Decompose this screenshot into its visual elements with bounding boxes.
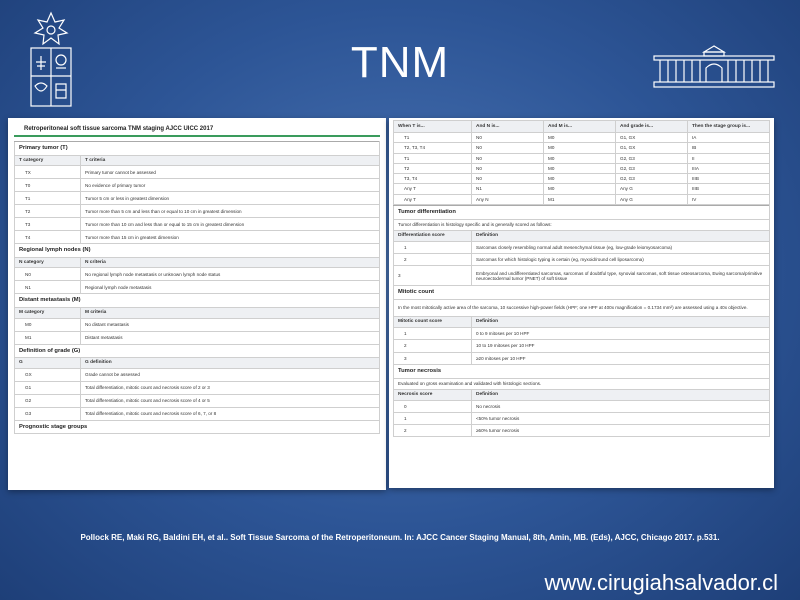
grading-details-table	[393, 205, 770, 437]
table-row: 1 <50% tumor necrosis	[394, 412, 770, 424]
table-row: T3, T4 N0 M0 G2, G3 IIIB	[394, 174, 770, 184]
table-row: T0 No evidence of primary tumor	[15, 179, 380, 192]
section-regional-lymph-nodes: Regional lymph nodes (N)	[15, 244, 380, 258]
section-note: Evaluated on gross examination and validated with histologic sections.	[394, 378, 770, 389]
table-header-row: N category N criteria	[15, 257, 380, 268]
table-row: G3 Total differentiation, mitotic count and necrosis score of 6, 7, or 8	[15, 407, 380, 420]
table-row: 1 Sarcomas closely resembling normal adult mesenchymal tissue (eg, low-grade leiomyosarcoma)	[394, 241, 770, 253]
reference-citation: Pollock RE, Maki RG, Baldini EH, et al.. Soft Tissue Sarcoma of the Retroperitoneum. In: AJCC Cancer Staging Manual, 8th, Amin, MB. (Eds), AJCC, Chicago 2017. p.531.	[80, 533, 720, 542]
table-header-row: G G definition	[15, 358, 380, 369]
table-row: Any T N1 M0 Any G IIIB	[394, 184, 770, 194]
table-row: T2 Tumor more than 5 cm and less than or equal to 10 cm in greatest dimension	[15, 205, 380, 218]
stage-group-table	[393, 120, 770, 205]
section-tumor-necrosis: Tumor necrosis	[394, 364, 770, 378]
table-row: 0 No necrosis	[394, 400, 770, 412]
table-header-row: When T is... And N is... And M is... And grade is... Then the stage group is...	[394, 121, 770, 133]
section-prognostic-stage-groups: Prognostic stage groups	[15, 420, 380, 434]
table-row: G2 Total differentiation, mitotic count and necrosis score of 4 or 5	[15, 394, 380, 407]
table-row: M0 No distant metastasis	[15, 318, 380, 331]
table-row: T4 Tumor more than 15 cm in greatest dimension	[15, 231, 380, 244]
section-primary-tumor: Primary tumor (T)	[15, 142, 380, 156]
section-note: Tumor differentiation is histology specific and is generally scored as follows:	[394, 219, 770, 230]
section-distant-metastasis: Distant metastasis (M)	[15, 294, 380, 308]
table-row: 2 Sarcomas for which histologic typing is certain (eg, myxoid/round cell liposarcoma)	[394, 254, 770, 266]
table-row: T2, T3, T4 N0 M0 G1, GX IB	[394, 143, 770, 153]
stage-grouping-table-panel	[389, 118, 774, 488]
table-row: N0 No regional lymph node metastasis or unknown lymph node status	[15, 268, 380, 281]
table-row: T2 N0 M0 G2, G3 IIIA	[394, 163, 770, 173]
tnm-definitions-table	[14, 141, 380, 434]
table-header-row: Necrosis score Definition	[394, 389, 770, 400]
table-header-row: T category T criteria	[15, 155, 380, 166]
table-row: T1 Tumor 5 cm or less in greatest dimension	[15, 192, 380, 205]
table-row: 2 10 to 19 mitoses per 10 HPF	[394, 340, 770, 352]
table-row: G1 Total differentiation, mitotic count and necrosis score of 2 or 3	[15, 381, 380, 394]
slide-title: TNM	[350, 38, 450, 87]
section-mitotic-count: Mitotic count	[394, 286, 770, 300]
tnm-staging-table-panel	[8, 118, 386, 490]
table-title: Retroperitoneal soft tissue sarcoma TNM staging AJCC UICC 2017	[14, 118, 380, 137]
table-row: GX Grade cannot be assessed	[15, 368, 380, 381]
website-url: www.cirugiahsalvador.cl	[544, 570, 778, 595]
section-definition-of-grade: Definition of grade (G)	[15, 344, 380, 358]
table-row: T3 Tumor more than 10 cm and less than or equal to 15 cm in greatest dimension	[15, 218, 380, 231]
section-note: In the most mitotically active area of the sarcoma, 10 successive high-power fields (HPF; one HPF at 400x magnification = 0.1734 mm²) are assessed using a 40x objective.	[394, 299, 770, 316]
table-row: TX Primary tumor cannot be assessed	[15, 166, 380, 179]
section-tumor-differentiation: Tumor differentiation	[394, 206, 770, 220]
table-row: 3 ≥20 mitoses per 10 HPF	[394, 352, 770, 364]
table-row: T1 N0 M0 G1, GX IA	[394, 133, 770, 143]
table-row: T1 N0 M0 G2, G3 II	[394, 153, 770, 163]
table-header-row: M category M criteria	[15, 308, 380, 319]
table-row: 3 Embryonal and undifferentiated sarcomas, sarcomas of doubtful type, synovial sarcomas, soft tissue osteosarcoma, Ewing sarcoma/primitive neuroectodermal tumor (PNET) of soft tissue	[394, 266, 770, 286]
table-row: 1 0 to 9 mitoses per 10 HPF	[394, 327, 770, 339]
table-row: Any T Any N M1 Any G IV	[394, 194, 770, 204]
table-row: 2 ≥50% tumor necrosis	[394, 425, 770, 437]
table-row: M1 Distant metastasis	[15, 331, 380, 344]
table-row: N1 Regional lymph node metastasis	[15, 281, 380, 294]
table-header-row: Mitotic count score Definition	[394, 316, 770, 327]
table-header-row: Differentiation score Definition	[394, 230, 770, 241]
